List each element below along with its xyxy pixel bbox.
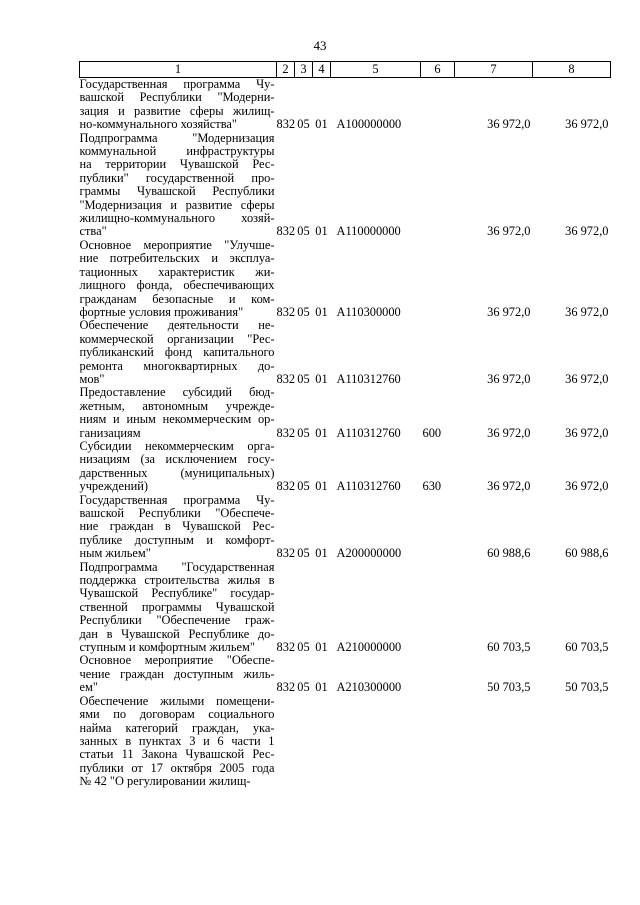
amount-col-7: 36 972,0 [487,371,531,386]
section-code [295,695,313,789]
row-name-line: ями по договорам социального [79,707,275,722]
header-col-2: 2 [277,62,295,78]
section-code: 05 [297,304,310,319]
row-name-line: гражданам безопасные и ком- [79,291,275,306]
page-number: 43 [313,38,327,53]
row-name-line: ние граждан в Чувашской Рес- [79,519,275,534]
row-name-line: Республики "Обеспечение граж- [79,613,275,628]
row-name [80,386,277,440]
subsection-code: 01 [315,371,328,386]
row-name [80,494,277,561]
row-name-line: жилищно-коммунального хозяй- [79,211,275,226]
row-name-line: публике доступным и комфорт- [79,532,275,547]
expense-type-code [421,319,455,386]
row-name-line: дарственных (муниципальных) [79,465,275,480]
ministry-code: 832 [276,425,296,440]
section-code: 05 [297,117,310,132]
row-name-line: зация и развитие сферы жилищ- [79,103,275,118]
amount-col-8: 50 703,5 [565,680,609,695]
target-article-code: А200000000 [336,546,402,561]
row-name-line: фортные условия проживания" [79,304,244,319]
row-name-line: Обеспечение жилыми помещени- [79,693,275,708]
amount-col-7: 60 703,5 [487,640,531,655]
row-name [80,440,277,494]
header-col-1: 1 [80,62,277,78]
row-name-line: коммунальной инфраструктуры [79,144,275,159]
row-name-line: статьи 11 Закона Чувашской Рес- [79,747,275,762]
row-name-line: ремонта многоквартирных до- [79,358,275,373]
table-row [80,561,611,655]
row-name-line: ние потребительских и эксплуа- [79,251,275,266]
row-name-line: публики от 17 октября 2005 года [79,760,275,775]
row-name-line: вашской Республики "Обеспече- [79,506,275,520]
row-name-line: низациям (за исключением госу- [79,452,275,467]
row-name-line: найма категорий граждан, ука- [79,720,275,735]
header-col-3: 3 [295,62,313,78]
row-name-line: ступным и комфортным жильем" [79,640,255,655]
row-name-line: жетным, автономным учрежде- [79,398,275,413]
ministry-code: 832 [276,546,296,561]
expense-type-code [421,654,455,694]
row-name [80,654,277,694]
amount-col-7: 36 972,0 [487,117,531,132]
row-name-line: мов" [79,371,105,386]
ministry-code: 832 [276,371,296,386]
expense-type-code [421,78,455,132]
row-name-line: публики" государственной про- [79,170,275,185]
target-article-code: А110300000 [336,304,401,319]
row-name-line: тационных характеристик жи- [79,264,275,279]
amount-col-8: 36 972,0 [565,224,609,239]
expense-type-code: 600 [422,425,442,440]
section-code: 05 [297,479,310,494]
subsection-code: 01 [315,546,328,561]
amount-col-8: 36 972,0 [565,304,609,319]
header-col-4: 4 [313,62,331,78]
row-name-line: учреждений) [79,479,149,494]
header-col-8: 8 [533,62,611,78]
target-article-code: А110312760 [336,479,401,494]
subsection-code: 01 [315,224,328,239]
row-name-line: лищного фонда, обеспечивающих [79,278,275,293]
row-name [80,695,277,789]
ministry-code [277,695,295,789]
row-name-line: поддержка строительства жилья в [79,573,275,588]
row-name-line: Чувашской Республике" государ- [79,586,275,601]
table-row [80,132,611,239]
target-article-code [331,695,421,789]
row-name-line: ганизациям [79,425,141,440]
subsection-code: 01 [315,425,328,440]
row-name [80,319,277,386]
table-header-row [80,62,611,78]
amount-col-8 [533,695,611,789]
table-row [80,654,611,694]
amount-col-7: 50 703,5 [487,680,531,695]
row-name-line: чение граждан доступным жиль- [79,666,275,681]
expense-type-code [421,239,455,319]
subsection-code: 01 [315,304,328,319]
row-name-line: ем" [79,680,98,695]
row-name-line: Субсидии некоммерческим орга- [79,438,275,453]
row-name [80,78,277,132]
section-code: 05 [297,546,310,561]
header-col-6: 6 [421,62,455,78]
section-code: 05 [297,425,310,440]
row-name-line: дан в Чувашской Республике до- [79,626,275,641]
row-name-line: но-коммунального хозяйства" [79,117,237,132]
expense-type-code [421,695,455,789]
amount-col-8: 60 988,6 [565,546,609,561]
ministry-code: 832 [276,640,296,655]
amount-col-8: 36 972,0 [565,117,609,132]
ministry-code: 832 [276,117,296,132]
amount-col-7: 60 988,6 [487,546,531,561]
row-name-line: на территории Чувашской Рес- [79,157,275,172]
section-code: 05 [297,680,310,695]
row-name-line: Предоставление субсидий бюд- [79,385,275,400]
table-row [80,695,611,789]
amount-col-8: 60 703,5 [565,640,609,655]
expense-type-code [421,561,455,655]
row-name [80,561,277,655]
ministry-code: 832 [276,680,296,695]
budget-table [79,61,611,789]
ministry-code: 832 [276,479,296,494]
row-name-line: Государственная программа Чу- [79,77,275,91]
subsection-code: 01 [315,117,328,132]
expense-type-code [421,132,455,239]
amount-col-7 [455,695,533,789]
expense-type-code: 630 [422,479,442,494]
row-name-line: № 42 "О регулировании жилищ- [79,774,251,789]
row-name-line: Государственная программа Чу- [79,492,275,507]
subsection-code: 01 [315,680,328,695]
header-col-7: 7 [455,62,533,78]
table-row [80,440,611,494]
ministry-code: 832 [276,224,296,239]
target-article-code: А210000000 [336,640,402,655]
row-name-line: "Модернизация и развитие сферы [79,197,275,212]
target-article-code: А210300000 [336,680,402,695]
row-name-line: ства" [79,224,107,239]
table-row [80,494,611,561]
target-article-code: А110312760 [336,425,401,440]
row-name-line: занных в пунктах 3 и 6 части 1 [79,733,275,748]
section-code: 05 [297,224,310,239]
row-name-line: граммы Чувашской Республики [79,184,275,199]
ministry-code: 832 [276,304,296,319]
row-name-line: ниям и иным некоммерческим ор- [79,412,275,427]
table-row [80,386,611,440]
header-col-5: 5 [331,62,421,78]
target-article-code: А110312760 [336,371,401,386]
target-article-code: А100000000 [336,117,402,132]
table-row [80,78,611,132]
row-name [80,239,277,319]
subsection-code [313,695,331,789]
row-name [80,132,277,239]
amount-col-7: 36 972,0 [487,479,531,494]
amount-col-8: 36 972,0 [565,479,609,494]
section-code: 05 [297,640,310,655]
section-code: 05 [297,371,310,386]
amount-col-8: 36 972,0 [565,371,609,386]
row-name-line: вашской Республики "Модерни- [79,90,275,105]
amount-col-7: 36 972,0 [487,224,531,239]
subsection-code: 01 [315,479,328,494]
row-name-line: коммерческой организации "Рес- [79,331,275,346]
target-article-code: А110000000 [336,224,401,239]
amount-col-7: 36 972,0 [487,425,531,440]
row-name-line: ным жильем" [79,546,151,561]
amount-col-8: 36 972,0 [565,425,609,440]
expense-type-code [421,494,455,561]
row-name-line: Подпрограмма "Государственная [79,559,275,574]
subsection-code: 01 [315,640,328,655]
row-name-line: Основное мероприятие "Обеспе- [79,653,275,668]
amount-col-7: 36 972,0 [487,304,531,319]
row-name-line: публиканский фонд капитального [79,345,275,360]
table-row [80,319,611,386]
row-name-line: Подпрограмма "Модернизация [79,130,275,145]
row-name-line: Обеспечение деятельности не- [79,318,275,333]
row-name-line: Основное мероприятие "Улучше- [79,237,275,252]
row-name-line: ственной программы Чувашской [79,599,275,614]
table-row [80,239,611,319]
